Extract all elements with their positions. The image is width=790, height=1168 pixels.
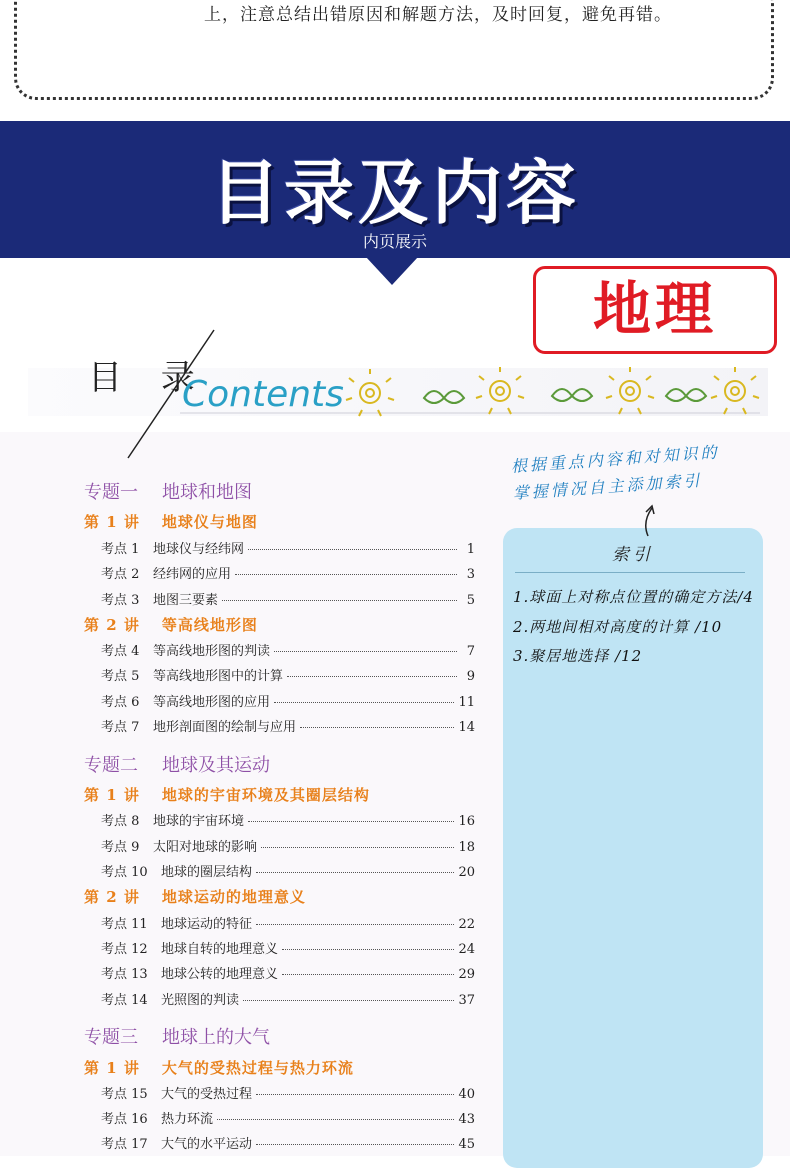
entry-page: 14	[458, 720, 475, 735]
leader-dots	[274, 651, 457, 652]
entry-label: 考点 10	[101, 865, 148, 880]
topic-heading[interactable]	[84, 478, 276, 504]
topic-title: 地球上的大气	[162, 1027, 270, 1048]
lecture-label: 第 1 讲	[84, 513, 140, 531]
lecture-title: 地球运动的地理意义	[161, 888, 306, 906]
entry-title: 热力环流	[161, 1112, 214, 1127]
topic-label: 专题二	[84, 755, 138, 776]
leader-dots	[235, 574, 457, 575]
entry-page: 5	[466, 593, 475, 608]
toc-entry[interactable]	[101, 861, 475, 880]
leader-dots	[256, 1144, 454, 1145]
entry-page: 22	[458, 917, 475, 932]
toc-entry[interactable]	[101, 691, 475, 710]
index-divider	[515, 572, 745, 573]
entry-label: 考点 2	[101, 567, 140, 582]
lecture-heading[interactable]	[84, 1057, 376, 1078]
sun-leaf-decoration-icon	[340, 366, 770, 420]
toc-entry[interactable]	[101, 563, 475, 582]
entry-page: 40	[458, 1087, 475, 1102]
toc-entry[interactable]	[101, 665, 475, 684]
entry-title: 太阳对地球的影响	[153, 840, 258, 855]
entry-title: 经纬网的应用	[153, 567, 232, 582]
lecture-heading[interactable]	[84, 784, 392, 805]
toc-entry[interactable]	[101, 913, 475, 932]
entry-page: 24	[458, 942, 475, 957]
entry-title: 地球运动的特征	[161, 917, 253, 932]
banner-subtitle: 内页展示	[362, 232, 427, 251]
entry-label: 考点 9	[101, 840, 140, 855]
leader-dots	[274, 702, 454, 703]
lecture-label: 第 1 讲	[84, 1059, 140, 1077]
toc-entry[interactable]	[101, 989, 475, 1008]
toc-entry[interactable]	[101, 963, 475, 982]
entry-title: 等高线地形图中的计算	[153, 669, 284, 684]
toc-entry[interactable]	[101, 1108, 475, 1127]
lecture-heading[interactable]	[84, 511, 280, 532]
entry-title: 地图三要素	[153, 593, 219, 608]
leader-dots	[261, 847, 454, 848]
lecture-title: 等高线地形图	[161, 616, 258, 634]
entry-label: 考点 3	[101, 593, 140, 608]
entry-page: 9	[466, 669, 475, 684]
topic-heading[interactable]	[84, 1023, 294, 1049]
index-item: 1.球面上对称点位置的确定方法/4	[513, 588, 754, 606]
topic-label: 专题一	[84, 482, 138, 503]
leader-dots	[256, 1094, 454, 1095]
index-panel	[503, 528, 763, 1168]
toc-entry[interactable]	[101, 938, 475, 957]
entry-page: 20	[458, 865, 475, 880]
tip-text: 上，注意总结出错原因和解题方法，及时回复，避免再错。	[204, 5, 672, 25]
lecture-label: 第 2 讲	[84, 888, 140, 906]
subject-label: 地理	[533, 266, 777, 354]
leader-dots	[256, 924, 454, 925]
entry-page: 16	[458, 814, 475, 829]
leader-dots	[222, 600, 457, 601]
entry-title: 地球仪与经纬网	[153, 542, 245, 557]
lecture-title: 大气的受热过程与热力环流	[161, 1059, 354, 1077]
entry-label: 考点 1	[101, 542, 140, 557]
entry-title: 光照图的判读	[161, 993, 240, 1008]
leader-dots	[243, 1000, 454, 1001]
lecture-label: 第 2 讲	[84, 616, 140, 634]
entry-page: 37	[458, 993, 475, 1008]
lecture-heading[interactable]	[84, 614, 280, 635]
banner-title: 目录及内容	[210, 152, 580, 234]
entry-title: 等高线地形图的应用	[153, 695, 271, 710]
topic-title: 地球及其运动	[162, 755, 270, 776]
entry-title: 大气的水平运动	[161, 1137, 253, 1152]
leader-dots	[217, 1119, 454, 1120]
entry-title: 地球的宇宙环境	[153, 814, 245, 829]
contents-title-en: Contents	[182, 374, 344, 415]
handwritten-note-line: 根据重点内容和对知识的	[510, 442, 721, 476]
leader-dots	[282, 974, 454, 975]
lecture-heading[interactable]	[84, 886, 328, 907]
lecture-title: 地球仪与地图	[161, 513, 258, 531]
leader-dots	[256, 872, 454, 873]
entry-title: 等高线地形图的判读	[153, 644, 271, 659]
entry-title: 地球的圈层结构	[161, 865, 253, 880]
toc-entry[interactable]	[101, 836, 475, 855]
entry-label: 考点 14	[101, 993, 148, 1008]
entry-page: 11	[458, 695, 475, 710]
entry-title: 地形剖面图的绘制与应用	[153, 720, 297, 735]
leader-dots	[248, 549, 457, 550]
toc-entry[interactable]	[101, 640, 475, 659]
toc-entry[interactable]	[101, 716, 475, 735]
entry-label: 考点 12	[101, 942, 148, 957]
entry-page: 45	[458, 1137, 475, 1152]
toc-entry[interactable]	[101, 810, 475, 829]
entry-label: 考点 8	[101, 814, 140, 829]
entry-label: 考点 13	[101, 967, 148, 982]
toc-entry[interactable]	[101, 538, 475, 557]
entry-label: 考点 5	[101, 669, 140, 684]
topic-heading[interactable]	[84, 751, 294, 777]
contents-title-cn: 目 录	[88, 358, 209, 398]
entry-label: 考点 6	[101, 695, 140, 710]
handwritten-note-line: 掌握情况自主添加索引	[512, 470, 704, 503]
entry-label: 考点 15	[101, 1087, 148, 1102]
toc-entry[interactable]	[101, 1133, 475, 1152]
entry-label: 考点 11	[101, 917, 148, 932]
topic-title: 地球和地图	[162, 482, 252, 503]
index-item: 3.聚居地选择 /12	[513, 647, 643, 665]
arrow-up-icon	[630, 500, 670, 540]
entry-label: 考点 16	[101, 1112, 148, 1127]
leader-dots	[300, 727, 454, 728]
entry-page: 29	[458, 967, 475, 982]
entry-page: 18	[458, 840, 475, 855]
leader-dots	[287, 676, 457, 677]
entry-page: 43	[458, 1112, 475, 1127]
entry-page: 3	[466, 567, 475, 582]
entry-label: 考点 7	[101, 720, 140, 735]
lecture-label: 第 1 讲	[84, 786, 140, 804]
entry-page: 1	[466, 542, 475, 557]
index-item: 2.两地间相对高度的计算 /10	[513, 618, 723, 636]
leader-dots	[282, 949, 454, 950]
leader-dots	[248, 821, 454, 822]
entry-label: 考点 17	[101, 1137, 148, 1152]
entry-title: 大气的受热过程	[161, 1087, 253, 1102]
toc-entry[interactable]	[101, 1083, 475, 1102]
entry-page: 7	[466, 644, 475, 659]
index-panel-title: 索引	[612, 545, 654, 565]
entry-title: 地球公转的地理意义	[161, 967, 279, 982]
entry-title: 地球自转的地理意义	[161, 942, 279, 957]
toc-entry[interactable]	[101, 589, 475, 608]
topic-label: 专题三	[84, 1027, 138, 1048]
entry-label: 考点 4	[101, 644, 140, 659]
lecture-title: 地球的宇宙环境及其圈层结构	[161, 786, 370, 804]
